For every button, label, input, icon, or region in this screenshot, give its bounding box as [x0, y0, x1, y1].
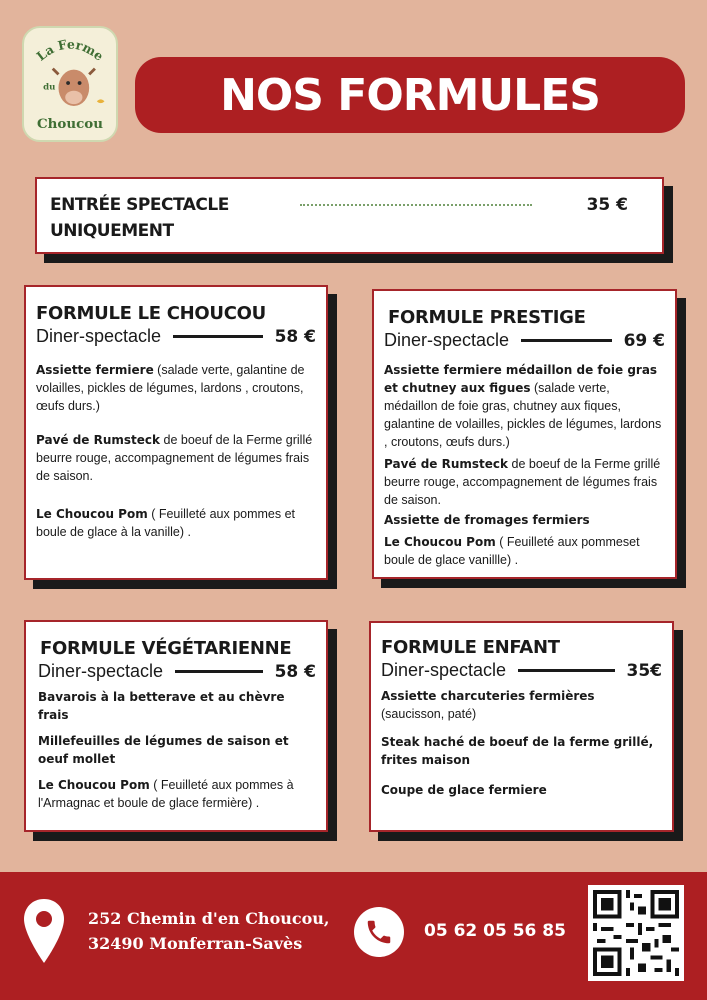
- page-title: NOS FORMULES: [220, 69, 600, 121]
- divider-line: [175, 670, 263, 673]
- formula-price: 58 €: [274, 326, 316, 347]
- formula-subtitle: Diner-spectacle: [381, 660, 507, 680]
- formula-subtitle-row: [381, 660, 662, 681]
- formula-subtitle-row: [36, 661, 316, 682]
- dish-item: Assiette fermiere médaillon de foie gras et chutney aux figues (salade verte, médaillon de foie gras, chutney aux fiques, galantine de volailles, pickles de légumes, lardons , croutons, œufs durs.): [384, 363, 662, 449]
- entry-title-line2: UNIQUEMENT: [50, 221, 174, 241]
- dotted-leader: [300, 204, 532, 206]
- formula-subtitle-row: [384, 330, 665, 351]
- qr-code-icon: [588, 885, 684, 981]
- phone-number: 05 62 05 56 85: [424, 921, 566, 941]
- footer-bar: [0, 872, 707, 1000]
- address-line1: 252 Chemin d'en Choucou,: [88, 909, 330, 928]
- title-banner: [135, 57, 685, 133]
- formula-card-choucou: [24, 285, 328, 580]
- dish-item: Coupe de glace fermiere: [381, 783, 547, 797]
- formula-title: FORMULE PRESTIGE: [388, 307, 586, 328]
- formula-subtitle: Diner-spectacle: [384, 330, 510, 350]
- dish-item: Assiette de fromages fermiers: [384, 513, 590, 527]
- phone-icon: [354, 907, 404, 957]
- logo-line1: La Ferme: [33, 36, 107, 64]
- dish-item: Steak haché de boeuf de la ferme grillé, frites maison: [381, 735, 654, 767]
- dish-item: Bavarois à la betterave et au chèvre frais: [38, 690, 285, 722]
- formula-title: FORMULE VÉGÉTARIENNE: [40, 638, 292, 659]
- dish-item: Pavé de Rumsteck de boeuf de la Ferme grillé beurre rouge, accompagnement de légumes frais de saison.: [36, 433, 313, 483]
- dish-item: Le Choucou Pom ( Feuilleté aux pommeset boule de glace vanillle) .: [384, 535, 640, 567]
- entry-only-card: [35, 177, 664, 254]
- formula-price: 58 €: [274, 661, 316, 682]
- logo-line3: Choucou: [37, 116, 103, 133]
- address-line2: 32490 Monferran-Savès: [88, 934, 303, 953]
- formula-price: 35€: [626, 660, 662, 681]
- divider-line: [521, 339, 612, 342]
- entry-price: 35 €: [586, 195, 628, 215]
- formula-subtitle: Diner-spectacle: [38, 661, 164, 681]
- formula-card-child: [369, 621, 674, 832]
- formula-title: FORMULE ENFANT: [381, 637, 560, 658]
- formula-subtitle: Diner-spectacle: [36, 326, 162, 346]
- dish-item: Assiette fermiere (salade verte, galantine de volailles, pickles de légumes, lardons , croutons, œufs durs.): [36, 363, 305, 413]
- location-pin-icon: [22, 897, 66, 965]
- formula-subtitle-row: [36, 326, 316, 347]
- cow-logo-icon: [24, 28, 116, 140]
- dish-item: Le Choucou Pom ( Feuilleté aux pommes à l'Armagnac et boule de glace fermière) .: [38, 778, 294, 810]
- entry-title: [50, 192, 229, 244]
- address: [88, 906, 329, 956]
- dish-item: Assiette charcuteries fermières (saucisson, paté): [381, 689, 595, 721]
- dish-item: Millefeuilles de légumes de saison et oeuf mollet: [38, 734, 289, 766]
- logo-line2: du: [43, 82, 56, 93]
- formula-price: 69 €: [623, 330, 665, 351]
- divider-line: [518, 669, 614, 672]
- dish-item: Le Choucou Pom ( Feuilleté aux pommes et boule de glace à la vanille) .: [36, 507, 296, 539]
- formula-card-vegetarian: [24, 620, 328, 832]
- formula-title: FORMULE LE CHOUCOU: [36, 303, 266, 324]
- svg-text:La Ferme: [33, 36, 106, 63]
- entry-title-line1: ENTRÉE SPECTACLE: [50, 195, 229, 215]
- farm-logo: [22, 26, 118, 142]
- divider-line: [173, 335, 263, 338]
- dish-item: Pavé de Rumsteck de boeuf de la Ferme grillé beurre rouge, accompagnement de légumes frais de saison.: [384, 457, 661, 507]
- formula-card-prestige: [372, 289, 677, 579]
